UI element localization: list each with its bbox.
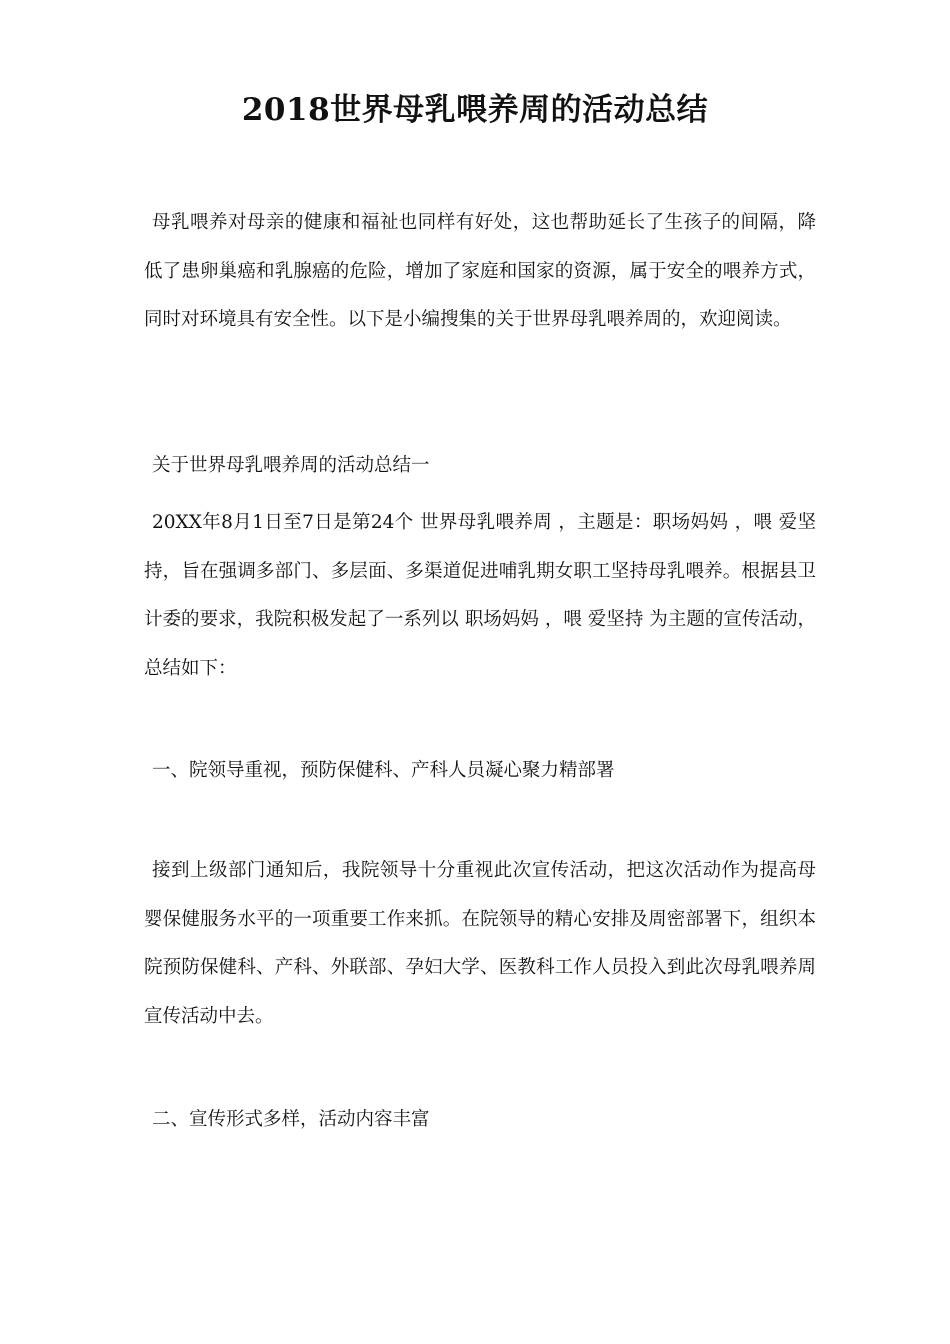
heading-two: 二、宣传形式多样，活动内容丰富 — [152, 1109, 430, 1130]
document-title: 2018世界母乳喂养周的活动总结 — [241, 92, 709, 128]
paragraph-one: 接到上级部门通知后，我院领导十分重视此次宣传活动，把这次活动作为提高母婴保健服务水平的一项重要工作来抓。在院领导的精心安排及周密部署下，组织本院预防保健科、产科、外联部、孕妇大学、医教科工作人员投入到此次母乳喂养周宣传活动中去。 — [144, 860, 816, 1027]
section-body-paragraph: 20XX年8月1日至7日是第24个 世界母乳喂养周 ，主题是：职场妈妈 ，喂 爱坚持，旨在强调多部门、多层面、多渠道促进哺乳期女职工坚持母乳喂养。根据县卫计委的要求，我院积极发起了一系列以 职场妈妈 ，喂 爱坚持 为主题的宣传活动，总结如下： — [144, 512, 816, 679]
section-title: 关于世界母乳喂养周的活动总结一 — [152, 455, 430, 476]
heading-one: 一、院领导重视，预防保健科、产科人员凝心聚力精部署 — [152, 760, 615, 781]
intro-paragraph: 母乳喂养对母亲的健康和福祉也同样有好处，这也帮助延长了生孩子的间隔，降低了患卵巢癌和乳腺癌的危险，增加了家庭和国家的资源，属于安全的喂养方式，同时对环境具有安全性。以下是小编搜集的关于世界母乳喂养周的，欢迎阅读。 — [144, 212, 816, 330]
